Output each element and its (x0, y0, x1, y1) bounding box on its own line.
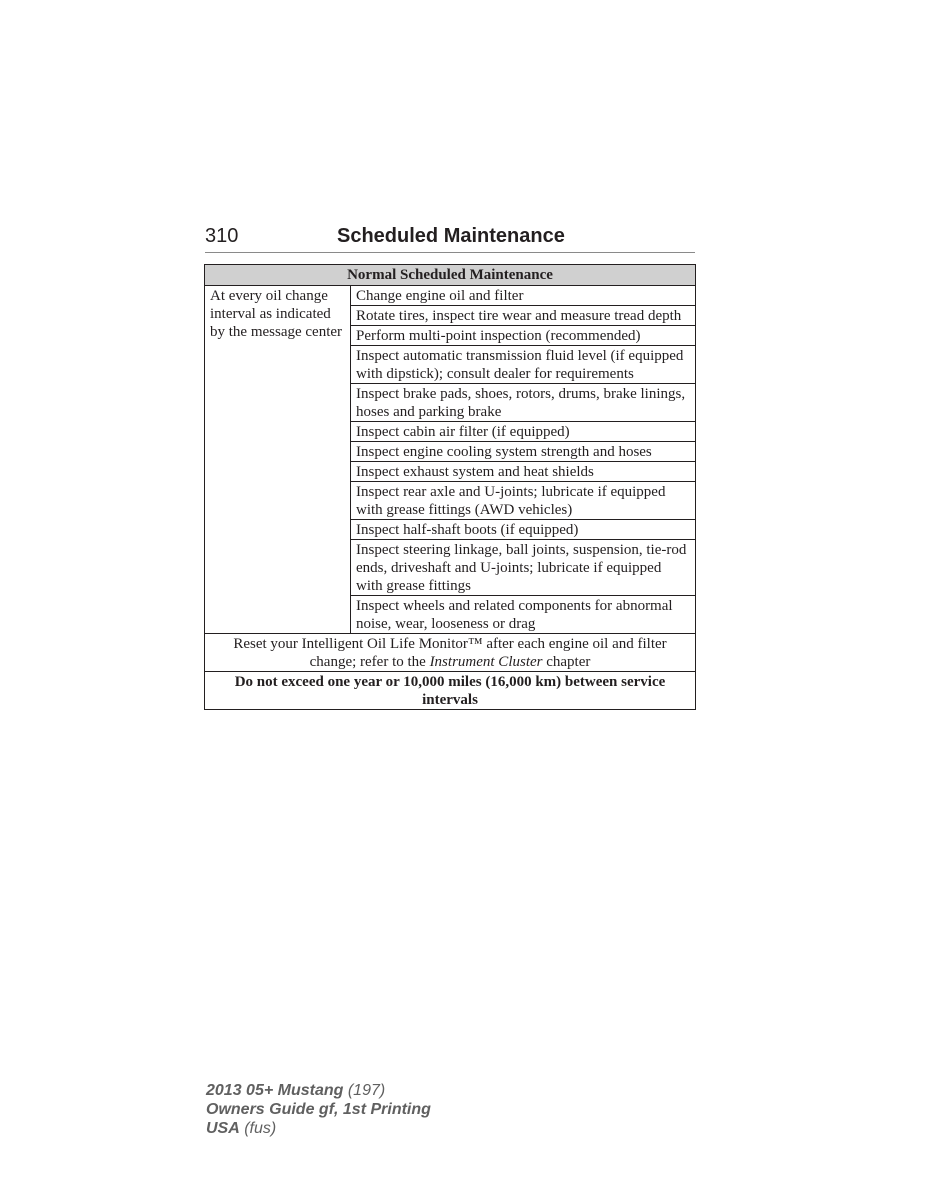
maintenance-item: Inspect exhaust system and heat shields (351, 462, 696, 482)
maintenance-item: Inspect wheels and related components for abnormal noise, wear, looseness or drag (351, 596, 696, 634)
print-footer (206, 1081, 431, 1138)
reset-note-suffix: chapter (542, 654, 591, 670)
footer-market: USA (206, 1120, 240, 1137)
reset-note-prefix: Reset your Intelligent Oil Life Monitor™ after each engine oil and filter change; refer to the (233, 636, 667, 670)
service-interval-limit: Do not exceed one year or 10,000 miles (16,000 km) between service intervals (205, 672, 696, 710)
footer-market-code: (fus) (239, 1120, 277, 1137)
maintenance-item: Inspect brake pads, shoes, rotors, drums, brake linings, hoses and parking brake (351, 384, 696, 422)
maintenance-item: Inspect rear axle and U-joints; lubricate if equipped with grease fittings (AWD vehicles) (351, 482, 696, 520)
footer-line-1 (206, 1081, 431, 1100)
maintenance-table (204, 264, 696, 710)
interval-label: At every oil change interval as indicated by the message center (205, 286, 351, 634)
maintenance-item: Inspect automatic transmission fluid level (if equipped with dipstick); consult dealer for requirements (351, 346, 696, 384)
reset-note-reference: Instrument Cluster (429, 654, 543, 670)
section-title: Scheduled Maintenance (337, 225, 565, 247)
page-header (205, 224, 695, 253)
maintenance-item: Inspect steering linkage, ball joints, suspension, tie-rod ends, driveshaft and U-joints; lubricate if equipped with grease fittings (351, 540, 696, 596)
maintenance-item: Change engine oil and filter (351, 286, 696, 306)
table-title: Normal Scheduled Maintenance (205, 265, 696, 286)
maintenance-item: Perform multi-point inspection (recommended) (351, 326, 696, 346)
footer-line-3 (206, 1119, 431, 1138)
footer-model: 2013 05+ Mustang (206, 1082, 344, 1099)
table-header-row (205, 265, 696, 286)
reset-note (205, 634, 696, 672)
table-row (205, 286, 696, 306)
maintenance-item: Rotate tires, inspect tire wear and measure tread depth (351, 306, 696, 326)
footer-line-2 (206, 1100, 431, 1119)
footer-model-code: (197) (343, 1082, 386, 1099)
maintenance-item: Inspect cabin air filter (if equipped) (351, 422, 696, 442)
table-row (205, 672, 696, 710)
footer-edition: Owners Guide gf, 1st Printing (206, 1101, 431, 1118)
page-number: 310 (205, 225, 239, 247)
maintenance-item: Inspect half-shaft boots (if equipped) (351, 520, 696, 540)
table-row (205, 634, 696, 672)
maintenance-item: Inspect engine cooling system strength and hoses (351, 442, 696, 462)
